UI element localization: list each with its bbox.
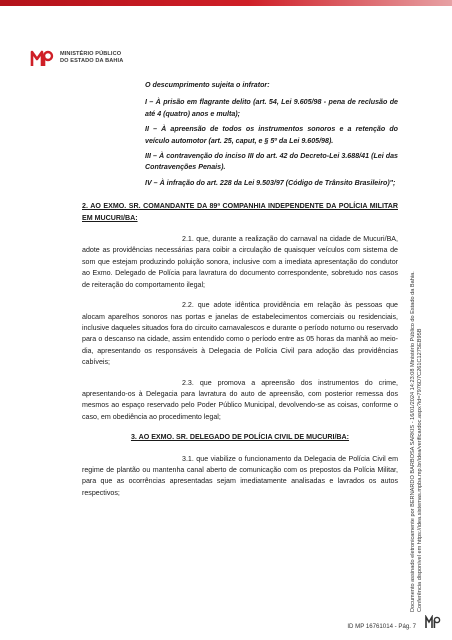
infractor-item-4: IV – À infração do art. 228 da Lei 9.503/97 (Código de Trânsito Brasileiro)"; bbox=[145, 178, 396, 187]
section-3-heading: 3. AO EXMO. SR. DELEGADO DE POLÍCIA CIVIL DE MUCURI/BA: bbox=[130, 433, 350, 442]
paragraph-2-3: 2.3. que promova a apreensão dos instrumentos do crime, apresentando-os à Delegacia para lavratura do auto de apreensão, com posterior remessa dos mesmos ao espaço reservado pelo Poder Público Municipal, devolvendo-se as coisas, conforme o caso, em obediência ao procedimento legal; bbox=[82, 378, 398, 421]
electronic-signature-stamp: Documento assinado eletronicamente por BERNARDO BARBOSA SARKIS - 16/01/2024 14:23:08 Ministério Público do Estado da Bahia. Conferência disponível em https://idea.sistemas.mpba.mp.br/idea/verificardoc.aspx?id=7976D7C261C1275EB95B bbox=[410, 271, 423, 612]
header-accent-bar bbox=[0, 0, 452, 6]
infractor-item-1: I – À prisão em flagrante delito (art. 54, Lei 9.605/98 - pena de reclusão de até 4 (quatro) anos e multa); bbox=[145, 98, 398, 118]
infractor-item-2: II – À apreensão de todos os instrumentos sonoros e a retenção do veículo automotor (art. 25, caput, e § 5º da Lei 9.605/98). bbox=[145, 125, 398, 145]
mp-bahia-logo-icon bbox=[30, 46, 54, 70]
mp-bahia-small-logo-icon bbox=[425, 615, 441, 629]
paragraph-2-1: 2.1. que, durante a realização do carnaval na cidade de Mucuri/BA, adote as providências necessárias para coibir a circulação de quaisquer veículos com sistema de som que estejam produzindo poluição sonora, inclusive com a imediata apresentação do condutor ao Exmo. Delegado de Polícia para lavratura do documento correspondente, sobretudo nos casos de reiteração do comportamento ilegal; bbox=[82, 235, 398, 289]
paragraph-3-1: 3.1. que viabilize o funcionamento da Delegacia de Polícia Civil em regime de plantão ou mantenha canal aberto de comunicação com os prepostos da Polícia Militar, para que as ocorrências apresentadas sejam imediatamente analisadas e lavrados os autos respectivos; bbox=[82, 454, 398, 497]
document-body bbox=[82, 80, 398, 508]
infractor-intro: O descumprimento sujeita o infrator: bbox=[145, 81, 270, 89]
section-2-heading: 2. AO EXMO. SR. COMANDANTE DA 89ª COMPANHIA INDEPENDENTE DA POLÍCIA MILITAR EM MUCURI/BA: bbox=[82, 202, 398, 222]
institution-name: MINISTÉRIO PÚBLICO DO ESTADO DA BAHIA bbox=[60, 50, 124, 64]
mp-bahia-logo bbox=[30, 46, 123, 70]
paragraph-2-2: 2.2. que adote idêntica providência em relação às pessoas que alocam aparelhos sonoros nas portas e janelas de estabelecimentos comerciais ou residenciais, inclusive daqueles situados fora do circuito carnavalescos e durante o período noturno ou reservado para o descanso na cidade, assim entendido como o período entre as 05 horas da manhã ao meio-dia, apresentando os responsáveis à Delegacia de Polícia Civil para adoção das providências cabíveis; bbox=[82, 301, 398, 367]
infractor-item-3: III – À contravenção do inciso III do art. 42 do Decreto-Lei 3.688/41 (Lei das Contravenções Penais). bbox=[145, 152, 398, 172]
page-footer-id: ID MP 16761014 - Pág. 7 bbox=[347, 623, 416, 630]
